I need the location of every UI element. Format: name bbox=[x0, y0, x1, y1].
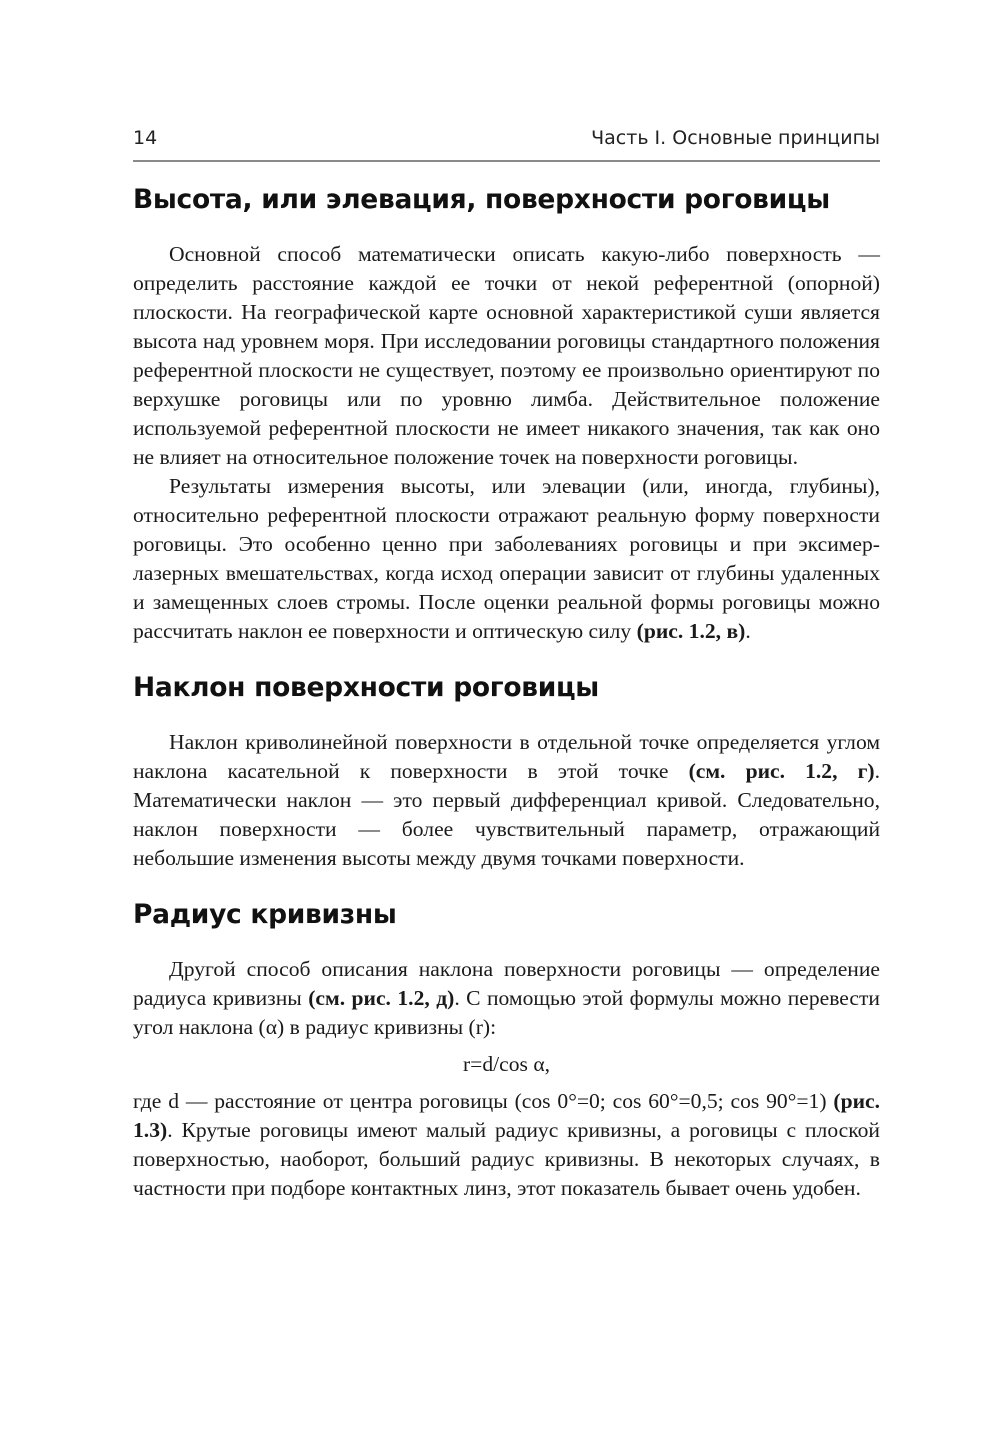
radius-formula: r=d/cos α, bbox=[462, 1052, 551, 1076]
paragraph-elevation-1 bbox=[133, 240, 880, 472]
paragraph-text: Наклон криволинейной поверхности в отдельной точке определяется углом наклона касательной к поверхности в этой точке bbox=[133, 730, 880, 783]
paragraph-text: Другой способ описания наклона поверхности роговицы — определение радиуса кривизны bbox=[133, 957, 880, 1010]
paragraph-text: Основной способ математически описать какую-либо поверхность — определить расстояние каждой ее точки от некой референтной (опорной) плоскости. На географической карте основной характеристикой суши является высота над уровнем моря. При исследовании роговицы стандартного положения референтной плоскости не существует, поэтому ее произвольно ориентируют по верхушке роговицы или по уровню лимба. Действительное положение используемой референтной плоскости не имеет никакого значения, так как оно не влияет на относительное положение точек на поверхности роговицы. bbox=[133, 242, 880, 469]
chapter-title: Часть I. Основные принципы bbox=[591, 127, 880, 149]
section-heading-radius: Радиус кривизны bbox=[133, 899, 397, 930]
running-head bbox=[133, 127, 880, 157]
section-heading-elevation: Высота, или элевация, поверхности роговицы bbox=[133, 184, 830, 215]
paragraph-radius-2 bbox=[133, 1087, 880, 1203]
figure-reference: (рис. 1.3) bbox=[133, 1089, 880, 1142]
paragraph-tail: . Крутые роговицы имеют малый радиус кривизны, а роговицы с плоской поверхностью, наоборот, больший радиус кривизны. В некоторых случаях, в частности при подборе контактных линз, этот показатель бывает очень удобен. bbox=[133, 1118, 880, 1200]
paragraph-slope-1 bbox=[133, 728, 880, 873]
figure-reference: (см. рис. 1.2, г) bbox=[688, 759, 875, 783]
paragraph-text: Результаты измерения высоты, или элевации (или, иногда, глубины), относительно референтной плоскости отражают реальную форму поверхности роговицы. Это особенно ценно при заболеваниях роговицы и при эксимер-лазерных вмешательствах, когда исход операции зависит от глубины удаленных и замещенных слоев стромы. После оценки реальной формы роговицы можно рассчитать наклон ее поверхности и оптическую силу bbox=[133, 474, 880, 643]
header-divider bbox=[133, 160, 880, 162]
paragraph-tail: . С помощью этой формулы можно перевести угол наклона (α) в радиус кривизны (r): bbox=[133, 986, 880, 1039]
figure-reference: (см. рис. 1.2, д) bbox=[308, 986, 455, 1010]
paragraph-tail: . Математически наклон — это первый дифференциал кривой. Следовательно, наклон поверхности — более чувствительный параметр, отражающий небольшие изменения высоты между двумя точками поверхности. bbox=[133, 759, 880, 870]
paragraph-text: где d — расстояние от центра роговицы (cos 0°=0; cos 60°=0,5; cos 90°=1) bbox=[133, 1089, 827, 1113]
paragraph-tail: . bbox=[745, 619, 751, 643]
paragraph-elevation-2 bbox=[133, 472, 880, 646]
figure-reference: (рис. 1.2, в) bbox=[636, 619, 746, 643]
section-heading-slope: Наклон поверхности роговицы bbox=[133, 672, 599, 703]
page-number: 14 bbox=[133, 127, 158, 149]
page-content bbox=[133, 180, 880, 1203]
paragraph-radius-1 bbox=[133, 955, 880, 1042]
